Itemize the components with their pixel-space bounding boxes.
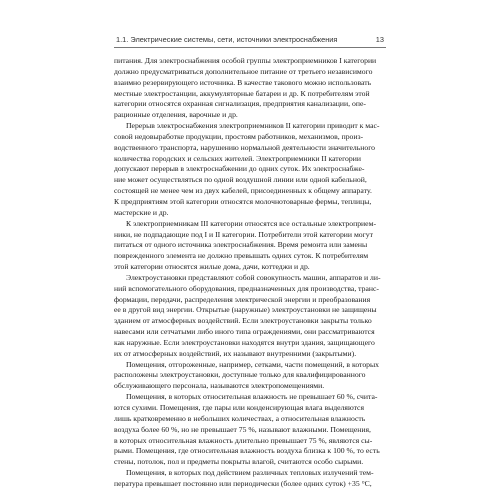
text-line: навесами или сетчатыми либо иного типа ограждениями, они рассматриваются	[114, 327, 375, 337]
text-line: лишь кратковременно в небольших количествах, а относительная влажность	[114, 413, 366, 423]
text-line: как наружные. Если электроустановки находятся внутри здания, защищающего	[114, 337, 375, 347]
text-line: формации, передачи, распределения электрической энергии и преобразования	[114, 294, 371, 304]
text-line: Помещения, в которых под действием различных тепловых излучений тем-	[126, 468, 374, 478]
text-line: ний вспомогательного оборудования, предназначенных для производства, транс-	[114, 283, 379, 293]
text-line: питаться от одного источника электроснабжения. Время ремонта или замены	[114, 240, 368, 250]
text-line: местные электростанции, аккумуляторные батареи и др. К потребителям этой	[114, 88, 370, 98]
text-line: водственного транспорта, нарушению нормальной деятельности значительного	[114, 142, 376, 152]
text-line: стены, потолок, пол и предметы покрыты влагой, считаются особо сырыми.	[114, 457, 364, 467]
body-text	[114, 56, 388, 490]
text-line: категории относятся охранная сигнализация, предприятия канализации, опе-	[114, 99, 366, 109]
text-line: состоящей не менее чем из двух кабелей, присоединенных к общему аппарату.	[114, 186, 372, 196]
text-line: ее в другой вид энергии. Открытые (наружные) электроустановки не защищены	[114, 305, 377, 315]
text-line: рыми. Помещения, где относительная влажность воздуха близка к 100 %, то есть	[114, 446, 380, 456]
text-line: рационные отделения, варочные и др.	[114, 110, 238, 120]
text-line: в которых относительная влажность длительно превышает 75 %, являются сы-	[114, 435, 373, 445]
text-line: Перерыв электроснабжения электроприемников II категории приводит к мас-	[126, 121, 380, 131]
text-line: ются сухими. Помещения, где пары или конденсирующая влага выделяются	[114, 403, 365, 412]
text-line: К предприятиям этой категории относятся молочнотоварные фермы, теплицы,	[114, 196, 372, 206]
text-line: допускают перерыв в электроснабжении до одних суток. Их электроснабже-	[114, 164, 365, 174]
text-line: питания. Для электроснабжения особой группы электроприемников I категории	[114, 56, 377, 65]
text-line: Помещения, отгороженные, например, сетками, части помещений, в которых	[126, 359, 380, 369]
text-line: пература превышает постоянно или периодически (более одних суток) +35 °С,	[114, 478, 372, 488]
text-line: ние может осуществляться по одной воздушной линии или одной кабельной,	[114, 175, 367, 185]
running-header-title: 1.1. Электрические системы, сети, источники электроснабжения	[116, 35, 338, 44]
text-line: воздуха более 60 %, но не превышает 75 %, называют влажными. Помещения,	[114, 424, 371, 434]
running-header	[114, 33, 386, 49]
text-line: поврежденного элемента не должно превышать одних суток. К потребителям	[114, 251, 369, 261]
text-line: взаимно резервирующего источника. В качестве такового можно использовать	[114, 77, 372, 87]
text-line: зданием от атмосферных воздействий. Если электроустановки закрыты только	[114, 316, 372, 326]
text-line: этой категории относятся жилые дома, дачи, коттеджи и др.	[114, 262, 310, 272]
text-line: совой недовыработке продукции, простоям работников, механизмов, произ-	[114, 131, 364, 141]
header-rule	[114, 47, 386, 48]
text-line: количества городских и сельских жителей. Электроприемники II категории	[114, 153, 361, 163]
text-line: К электроприемникам III категории относятся все остальные электроприем-	[126, 218, 377, 228]
text-line: Электроустановки представляют собой совокупность машин, аппаратов и ли-	[126, 272, 381, 282]
text-line: мастерские и др.	[114, 207, 169, 217]
text-line: их от атмосферных воздействий, их называют внутренними (закрытыми).	[114, 348, 357, 358]
text-line: расположены электроустановки, доступные только для квалифицированного	[114, 370, 366, 380]
page-number: 13	[375, 35, 384, 44]
text-line: обслуживающего персонала, называются электропомещениями.	[114, 381, 325, 391]
text-line: должно предусматриваться дополнительное питание от третьего независимого	[114, 66, 373, 76]
text-line: ники, не подпадающие под I и II категории. Потребители этой категории могут	[114, 229, 374, 239]
text-line: Помещения, в которых относительная влажность не превышает 60 %, счита-	[126, 392, 378, 402]
